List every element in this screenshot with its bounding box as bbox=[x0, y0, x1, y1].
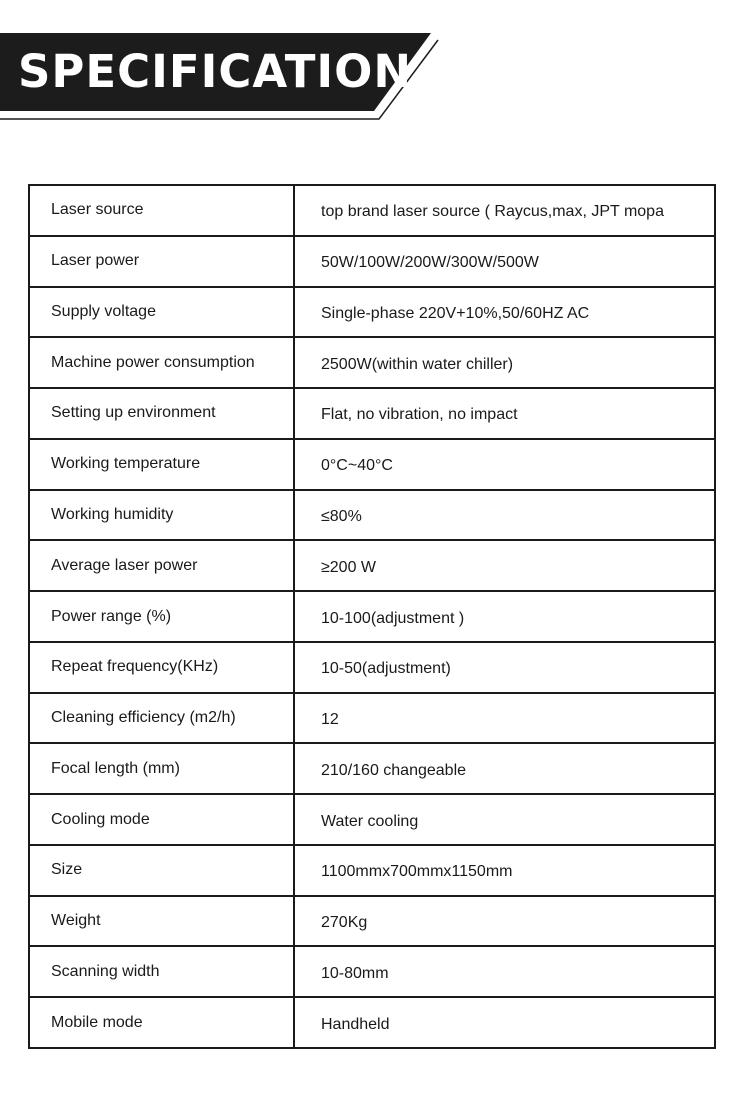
spec-label: Working humidity bbox=[30, 491, 295, 540]
spec-label: Supply voltage bbox=[30, 288, 295, 337]
table-row bbox=[30, 338, 714, 389]
table-row bbox=[30, 897, 714, 948]
spec-label: Setting up environment bbox=[30, 389, 295, 438]
spec-value: 2500W(within water chiller) bbox=[321, 355, 514, 373]
spec-value: 10-100(adjustment ) bbox=[321, 609, 465, 627]
spec-label: Working temperature bbox=[30, 440, 295, 489]
table-row bbox=[30, 288, 714, 339]
spec-value: 0°C~40°C bbox=[321, 457, 393, 475]
spec-value: Flat, no vibration, no impact bbox=[321, 406, 518, 424]
table-row bbox=[30, 744, 714, 795]
specification-table bbox=[28, 184, 716, 1049]
spec-label: Cleaning efficiency (m2/h) bbox=[30, 694, 295, 743]
table-row bbox=[30, 186, 714, 237]
title-banner bbox=[0, 0, 750, 130]
spec-value: top brand laser source ( Raycus,max, JPT mopa bbox=[321, 203, 664, 221]
page-title: SPECIFICATION bbox=[18, 45, 413, 98]
spec-value: 10-50(adjustment) bbox=[321, 660, 451, 678]
table-row bbox=[30, 237, 714, 288]
spec-value: ≥200 W bbox=[321, 558, 377, 576]
table-row bbox=[30, 440, 714, 491]
spec-label: Size bbox=[30, 846, 295, 895]
table-row bbox=[30, 694, 714, 745]
spec-value: 10-80mm bbox=[321, 964, 389, 982]
spec-label: Mobile mode bbox=[30, 998, 295, 1047]
spec-label: Laser source bbox=[30, 186, 295, 235]
table-row bbox=[30, 846, 714, 897]
table-row bbox=[30, 491, 714, 542]
spec-value: 1100mmx700mmx1150mm bbox=[321, 863, 513, 881]
table-row bbox=[30, 947, 714, 998]
spec-label: Power range (%) bbox=[30, 592, 295, 641]
table-row bbox=[30, 795, 714, 846]
spec-value: 210/160 changeable bbox=[321, 761, 467, 779]
spec-value: Single-phase 220V+10%,50/60HZ AC bbox=[321, 304, 590, 322]
spec-value: 50W/100W/200W/300W/500W bbox=[321, 254, 539, 272]
spec-label: Laser power bbox=[30, 237, 295, 286]
spec-label: Repeat frequency(KHz) bbox=[30, 643, 295, 692]
spec-value: ≤80% bbox=[321, 507, 362, 525]
table-row bbox=[30, 389, 714, 440]
spec-label: Scanning width bbox=[30, 947, 295, 996]
spec-value: 270Kg bbox=[321, 914, 368, 932]
spec-value: Handheld bbox=[321, 1015, 390, 1033]
table-row bbox=[30, 541, 714, 592]
spec-label: Focal length (mm) bbox=[30, 744, 295, 793]
spec-label: Average laser power bbox=[30, 541, 295, 590]
table-row bbox=[30, 592, 714, 643]
spec-label: Weight bbox=[30, 897, 295, 946]
spec-value: 12 bbox=[321, 711, 339, 729]
spec-value: Water cooling bbox=[321, 812, 419, 830]
spec-label: Machine power consumption bbox=[30, 338, 295, 387]
table-row bbox=[30, 998, 714, 1047]
table-row bbox=[30, 643, 714, 694]
spec-label: Cooling mode bbox=[30, 795, 295, 844]
